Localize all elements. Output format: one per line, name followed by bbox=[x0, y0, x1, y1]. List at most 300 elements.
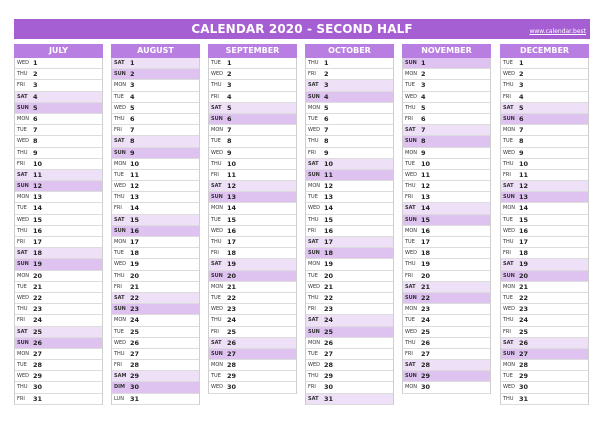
day-row bbox=[403, 248, 490, 259]
day-row bbox=[112, 69, 199, 80]
day-of-week: TUE bbox=[114, 171, 124, 178]
day-number: 10 bbox=[421, 159, 431, 168]
day-of-week: WED bbox=[17, 138, 29, 145]
day-number: 21 bbox=[519, 282, 529, 291]
day-row bbox=[306, 237, 393, 248]
day-of-week: SUN bbox=[308, 171, 320, 178]
day-number: 5 bbox=[324, 103, 329, 112]
day-of-week: WED bbox=[17, 294, 29, 301]
day-row bbox=[209, 203, 296, 214]
day-of-week: TUE bbox=[405, 317, 415, 324]
day-number: 25 bbox=[130, 327, 140, 336]
day-of-week: FRI bbox=[503, 328, 511, 335]
day-of-week: TUE bbox=[503, 60, 513, 66]
day-row bbox=[209, 338, 296, 349]
day-of-week: THU bbox=[211, 317, 222, 324]
day-row bbox=[15, 237, 102, 248]
day-number: 30 bbox=[519, 383, 529, 392]
day-number: 20 bbox=[130, 271, 140, 280]
day-number: 13 bbox=[324, 193, 334, 202]
day-row bbox=[306, 282, 393, 293]
day-row bbox=[15, 215, 102, 226]
day-row bbox=[15, 159, 102, 170]
day-number: 27 bbox=[227, 349, 237, 358]
day-row bbox=[209, 215, 296, 226]
day-number: 4 bbox=[421, 92, 426, 101]
day-number: 3 bbox=[421, 81, 426, 90]
day-of-week: FRI bbox=[308, 71, 316, 78]
day-number: 4 bbox=[227, 92, 232, 101]
day-row bbox=[15, 114, 102, 125]
day-row bbox=[112, 226, 199, 237]
day-of-week: SAT bbox=[503, 104, 514, 111]
day-of-week: FRI bbox=[17, 239, 25, 245]
day-of-week: MON bbox=[17, 194, 29, 201]
day-of-week: WED bbox=[211, 306, 223, 313]
day-of-week: FRI bbox=[503, 250, 511, 257]
day-row bbox=[306, 338, 393, 349]
day-of-week: TUE bbox=[503, 216, 513, 223]
day-number: 18 bbox=[324, 249, 334, 258]
day-row bbox=[15, 203, 102, 214]
day-of-week: WED bbox=[503, 227, 515, 234]
day-number: 2 bbox=[33, 70, 38, 79]
day-number: 9 bbox=[33, 148, 38, 157]
day-row bbox=[112, 181, 199, 192]
day-row bbox=[209, 192, 296, 203]
day-number: 3 bbox=[33, 81, 38, 90]
day-number: 23 bbox=[421, 305, 431, 314]
day-number: 10 bbox=[33, 159, 43, 168]
day-of-week: SAT bbox=[405, 283, 416, 290]
day-number: 16 bbox=[519, 226, 529, 235]
day-number: 4 bbox=[324, 92, 329, 101]
day-of-week: SUN bbox=[114, 306, 126, 313]
day-row bbox=[209, 382, 296, 393]
day-row bbox=[306, 215, 393, 226]
day-of-week: SAM bbox=[114, 373, 127, 380]
day-row bbox=[403, 215, 490, 226]
day-number: 10 bbox=[130, 159, 140, 168]
day-row bbox=[403, 382, 490, 393]
day-row bbox=[209, 360, 296, 371]
day-of-week: MON bbox=[17, 115, 29, 122]
day-of-week: SAT bbox=[503, 261, 514, 268]
day-number: 14 bbox=[519, 204, 529, 213]
day-number: 6 bbox=[130, 114, 135, 123]
day-of-week: FRI bbox=[308, 306, 316, 313]
day-row bbox=[306, 394, 393, 405]
day-of-week: MON bbox=[503, 362, 515, 369]
day-of-week: MON bbox=[114, 82, 126, 89]
day-row bbox=[403, 80, 490, 91]
day-row bbox=[306, 136, 393, 147]
day-of-week: TUE bbox=[17, 127, 27, 134]
day-row bbox=[15, 371, 102, 382]
day-number: 12 bbox=[33, 182, 43, 191]
day-of-week: WED bbox=[114, 339, 126, 346]
day-row bbox=[306, 382, 393, 393]
day-number: 28 bbox=[324, 361, 334, 370]
day-number: 2 bbox=[324, 70, 329, 79]
day-number: 11 bbox=[227, 170, 237, 179]
day-number: 14 bbox=[130, 204, 140, 213]
day-number: 31 bbox=[519, 394, 529, 403]
day-row bbox=[306, 360, 393, 371]
day-row bbox=[15, 327, 102, 338]
day-of-week: THU bbox=[308, 60, 319, 66]
day-of-week: SUN bbox=[17, 183, 29, 190]
day-of-week: MON bbox=[503, 127, 515, 134]
day-of-week: FRI bbox=[405, 350, 413, 357]
day-row bbox=[112, 338, 199, 349]
day-number: 3 bbox=[130, 81, 135, 90]
day-of-week: THU bbox=[17, 384, 28, 391]
day-number: 19 bbox=[130, 260, 140, 269]
day-of-week: SUN bbox=[405, 216, 417, 223]
day-row bbox=[112, 315, 199, 326]
day-number: 4 bbox=[130, 92, 135, 101]
day-of-week: WED bbox=[308, 283, 320, 290]
day-number: 27 bbox=[130, 349, 140, 358]
day-row bbox=[112, 237, 199, 248]
day-row bbox=[306, 148, 393, 159]
day-number: 4 bbox=[519, 92, 524, 101]
day-row bbox=[112, 170, 199, 181]
day-of-week: SAT bbox=[114, 138, 125, 145]
day-row bbox=[501, 226, 588, 237]
day-of-week: TUE bbox=[503, 373, 513, 380]
day-row bbox=[209, 371, 296, 382]
day-row bbox=[306, 69, 393, 80]
day-of-week: SAT bbox=[503, 339, 514, 346]
day-of-week: FRI bbox=[211, 250, 219, 257]
day-list bbox=[305, 58, 394, 405]
day-row bbox=[501, 92, 588, 103]
day-of-week: FRI bbox=[405, 272, 413, 279]
day-row bbox=[15, 148, 102, 159]
day-of-week: SUN bbox=[114, 149, 126, 156]
site-link[interactable]: www.calendar.best bbox=[529, 28, 586, 35]
day-number: 8 bbox=[421, 137, 426, 146]
day-row bbox=[209, 271, 296, 282]
day-of-week: MON bbox=[17, 272, 29, 279]
day-row bbox=[403, 315, 490, 326]
day-number: 27 bbox=[33, 349, 43, 358]
day-number: 10 bbox=[324, 159, 334, 168]
day-number: 6 bbox=[324, 114, 329, 123]
day-number: 24 bbox=[130, 316, 140, 325]
day-row bbox=[112, 327, 199, 338]
month-header: OCTOBER bbox=[305, 44, 394, 58]
day-row bbox=[501, 203, 588, 214]
day-of-week: TUE bbox=[308, 272, 318, 279]
day-of-week: MON bbox=[211, 205, 223, 212]
day-of-week: SUN bbox=[405, 373, 417, 380]
day-row bbox=[209, 136, 296, 147]
day-row bbox=[501, 192, 588, 203]
day-row bbox=[209, 159, 296, 170]
day-of-week: FRI bbox=[114, 127, 122, 134]
day-number: 7 bbox=[33, 126, 38, 135]
day-row bbox=[209, 282, 296, 293]
day-row bbox=[112, 203, 199, 214]
day-of-week: TUE bbox=[308, 350, 318, 357]
day-of-week: SAT bbox=[17, 171, 28, 178]
day-row bbox=[112, 271, 199, 282]
day-row bbox=[15, 136, 102, 147]
day-number: 5 bbox=[519, 103, 524, 112]
day-row bbox=[209, 58, 296, 69]
day-number: 15 bbox=[227, 215, 237, 224]
day-row bbox=[403, 69, 490, 80]
day-row bbox=[403, 293, 490, 304]
day-row bbox=[306, 327, 393, 338]
day-row bbox=[112, 282, 199, 293]
day-row bbox=[15, 271, 102, 282]
day-of-week: TUE bbox=[114, 328, 124, 335]
day-number: 12 bbox=[227, 182, 237, 191]
day-row bbox=[112, 192, 199, 203]
day-number: 24 bbox=[421, 316, 431, 325]
day-row bbox=[112, 125, 199, 136]
day-number: 17 bbox=[227, 238, 237, 246]
day-row bbox=[403, 136, 490, 147]
day-row bbox=[403, 237, 490, 248]
day-of-week: THU bbox=[17, 306, 28, 313]
day-number: 23 bbox=[519, 305, 529, 314]
day-of-week: SUN bbox=[308, 250, 320, 257]
day-of-week: TUE bbox=[211, 60, 221, 66]
day-number: 27 bbox=[324, 349, 334, 358]
day-number: 5 bbox=[130, 103, 135, 112]
day-row bbox=[306, 349, 393, 360]
day-number: 26 bbox=[227, 338, 237, 347]
day-number: 14 bbox=[421, 204, 431, 213]
day-row bbox=[15, 58, 102, 69]
month-column bbox=[402, 44, 491, 394]
day-row bbox=[501, 349, 588, 360]
day-of-week: MON bbox=[405, 384, 417, 391]
day-row bbox=[501, 237, 588, 248]
day-of-week: SAT bbox=[17, 250, 28, 257]
day-number: 6 bbox=[227, 114, 232, 123]
day-of-week: SUN bbox=[211, 115, 223, 122]
day-number: 25 bbox=[227, 327, 237, 336]
day-row bbox=[112, 114, 199, 125]
day-row bbox=[501, 304, 588, 315]
day-of-week: SAT bbox=[211, 104, 222, 111]
day-of-week: TUE bbox=[114, 93, 124, 100]
day-of-week: MON bbox=[114, 317, 126, 324]
day-number: 8 bbox=[227, 137, 232, 146]
day-number: 20 bbox=[33, 271, 43, 280]
day-row bbox=[209, 248, 296, 259]
day-of-week: FRI bbox=[114, 283, 122, 290]
day-row bbox=[306, 58, 393, 69]
day-of-week: SAT bbox=[503, 183, 514, 190]
day-number: 9 bbox=[421, 148, 426, 157]
day-number: 8 bbox=[130, 137, 135, 146]
day-number: 21 bbox=[33, 282, 43, 291]
day-of-week: SAT bbox=[308, 239, 319, 245]
day-number: 27 bbox=[519, 349, 529, 358]
day-number: 20 bbox=[324, 271, 334, 280]
day-number: 11 bbox=[324, 170, 334, 179]
day-row bbox=[403, 360, 490, 371]
day-row bbox=[306, 80, 393, 91]
day-of-week: THU bbox=[17, 71, 28, 78]
day-row bbox=[501, 69, 588, 80]
calendar-banner bbox=[14, 19, 590, 39]
day-row bbox=[15, 382, 102, 393]
day-of-week: FRI bbox=[405, 115, 413, 122]
day-number: 28 bbox=[227, 361, 237, 370]
day-of-week: FRI bbox=[503, 171, 511, 178]
day-of-week: THU bbox=[405, 339, 416, 346]
day-of-week: SUN bbox=[114, 71, 126, 78]
day-number: 20 bbox=[519, 271, 529, 280]
day-of-week: WED bbox=[503, 306, 515, 313]
day-of-week: WED bbox=[17, 60, 29, 66]
day-number: 18 bbox=[227, 249, 237, 258]
day-row bbox=[501, 148, 588, 159]
day-of-week: TUE bbox=[17, 362, 27, 369]
day-number: 6 bbox=[519, 114, 524, 123]
day-of-week: WED bbox=[211, 384, 223, 391]
day-of-week: MON bbox=[308, 104, 320, 111]
day-number: 20 bbox=[421, 271, 431, 280]
day-number: 11 bbox=[130, 170, 140, 179]
day-row bbox=[403, 304, 490, 315]
day-of-week: WED bbox=[308, 205, 320, 212]
day-of-week: THU bbox=[114, 272, 125, 279]
day-number: 11 bbox=[519, 170, 529, 179]
day-number: 13 bbox=[421, 193, 431, 202]
day-of-week: FRI bbox=[114, 205, 122, 212]
day-row bbox=[209, 170, 296, 181]
day-row bbox=[15, 125, 102, 136]
day-of-week: FRI bbox=[308, 384, 316, 391]
day-row bbox=[15, 360, 102, 371]
day-number: 1 bbox=[421, 59, 426, 67]
day-number: 16 bbox=[421, 226, 431, 235]
day-of-week: THU bbox=[308, 138, 319, 145]
day-of-week: WED bbox=[17, 216, 29, 223]
day-row bbox=[112, 159, 199, 170]
day-row bbox=[15, 69, 102, 80]
day-row bbox=[15, 92, 102, 103]
day-of-week: SUN bbox=[405, 60, 417, 66]
day-of-week: THU bbox=[405, 261, 416, 268]
day-number: 6 bbox=[33, 114, 38, 123]
day-number: 29 bbox=[519, 372, 529, 381]
day-of-week: WED bbox=[405, 328, 417, 335]
day-of-week: MON bbox=[17, 350, 29, 357]
day-of-week: WED bbox=[211, 227, 223, 234]
day-row bbox=[112, 148, 199, 159]
day-of-week: WED bbox=[405, 93, 417, 100]
day-row bbox=[501, 271, 588, 282]
day-of-week: TUE bbox=[17, 283, 27, 290]
day-of-week: SUN bbox=[308, 328, 320, 335]
day-of-week: SAT bbox=[308, 317, 319, 324]
day-of-week: FRI bbox=[17, 395, 25, 402]
day-number: 29 bbox=[227, 372, 237, 381]
day-row bbox=[15, 304, 102, 315]
day-of-week: MON bbox=[308, 339, 320, 346]
day-row bbox=[112, 360, 199, 371]
day-number: 21 bbox=[324, 282, 334, 291]
day-of-week: FRI bbox=[308, 227, 316, 234]
day-of-week: THU bbox=[503, 317, 514, 324]
day-of-week: FRI bbox=[405, 194, 413, 201]
day-of-week: MON bbox=[405, 149, 417, 156]
day-row bbox=[501, 80, 588, 91]
day-number: 9 bbox=[519, 148, 524, 157]
day-of-week: TUE bbox=[503, 294, 513, 301]
day-of-week: WED bbox=[503, 149, 515, 156]
day-of-week: MON bbox=[114, 160, 126, 167]
day-number: 30 bbox=[324, 383, 334, 392]
day-number: 17 bbox=[130, 238, 140, 246]
day-number: 17 bbox=[33, 238, 43, 246]
day-number: 29 bbox=[324, 372, 334, 381]
day-of-week: THU bbox=[308, 216, 319, 223]
day-number: 24 bbox=[519, 316, 529, 325]
day-row bbox=[403, 349, 490, 360]
day-number: 24 bbox=[324, 316, 334, 325]
day-of-week: THU bbox=[17, 227, 28, 234]
day-of-week: LUN bbox=[114, 395, 124, 402]
day-row bbox=[501, 170, 588, 181]
day-row bbox=[501, 282, 588, 293]
day-of-week: TUE bbox=[405, 239, 415, 245]
day-of-week: FRI bbox=[211, 93, 219, 100]
day-number: 28 bbox=[33, 361, 43, 370]
day-of-week: WED bbox=[211, 149, 223, 156]
day-number: 22 bbox=[227, 293, 237, 302]
day-row bbox=[403, 58, 490, 69]
day-row bbox=[112, 304, 199, 315]
day-row bbox=[403, 203, 490, 214]
day-row bbox=[112, 136, 199, 147]
day-row bbox=[15, 315, 102, 326]
month-column bbox=[500, 44, 589, 405]
day-of-week: SUN bbox=[405, 294, 417, 301]
day-row bbox=[501, 382, 588, 393]
day-number: 16 bbox=[324, 226, 334, 235]
day-row bbox=[403, 327, 490, 338]
day-row bbox=[403, 226, 490, 237]
day-row bbox=[209, 125, 296, 136]
day-row bbox=[209, 304, 296, 315]
day-number: 16 bbox=[227, 226, 237, 235]
day-number: 13 bbox=[130, 193, 140, 202]
month-column bbox=[208, 44, 297, 394]
day-number: 15 bbox=[33, 215, 43, 224]
day-of-week: MON bbox=[211, 362, 223, 369]
day-number: 18 bbox=[421, 249, 431, 258]
day-number: 9 bbox=[324, 148, 329, 157]
day-number: 2 bbox=[519, 70, 524, 79]
day-of-week: THU bbox=[211, 239, 222, 245]
month-header: NOVEMBER bbox=[402, 44, 491, 58]
day-number: 19 bbox=[519, 260, 529, 269]
day-of-week: SUN bbox=[308, 93, 320, 100]
day-of-week: SAT bbox=[308, 160, 319, 167]
day-list bbox=[111, 58, 200, 405]
